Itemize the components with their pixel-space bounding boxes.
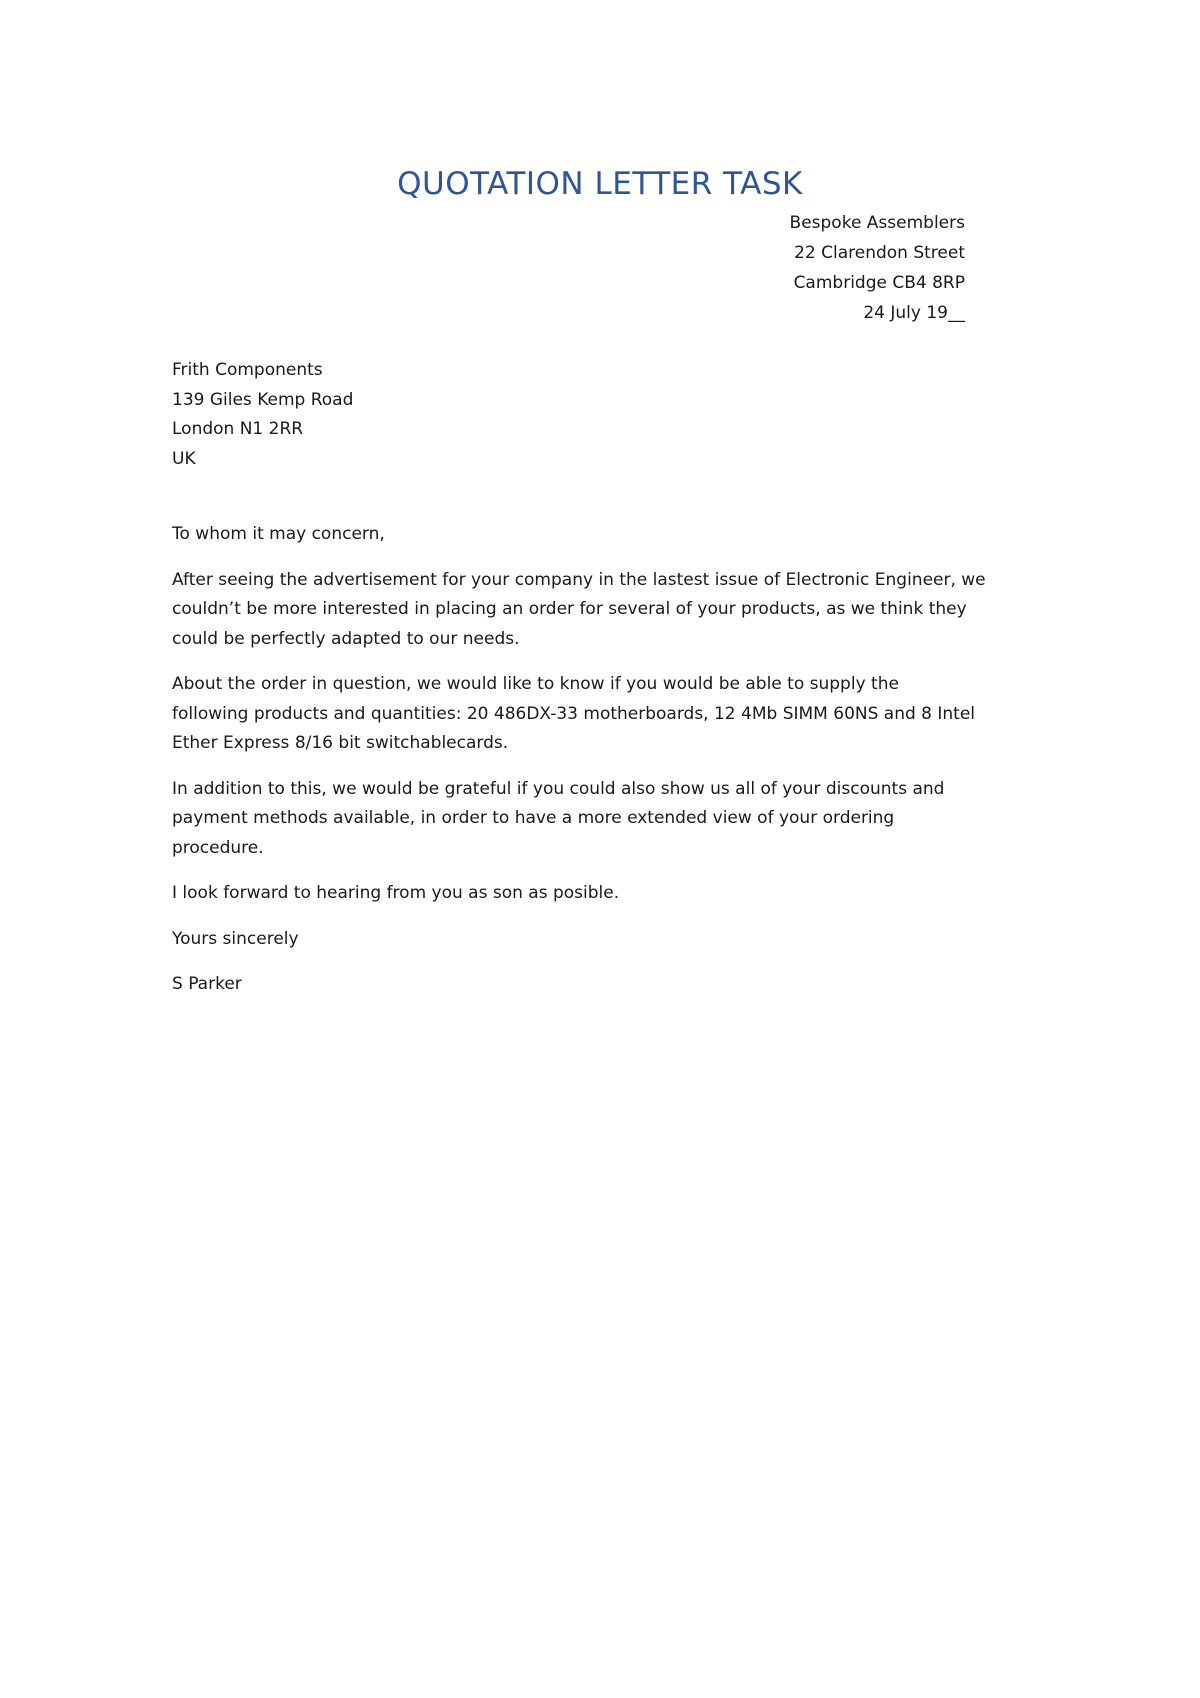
salutation: To whom it may concern, xyxy=(172,524,385,544)
paragraph-2-line: Ether Express 8/16 bit switchablecards. xyxy=(172,733,509,753)
paragraph-3-line: procedure. xyxy=(172,837,264,858)
sender-city: Cambridge CB4 8RP xyxy=(793,273,965,293)
paragraph-2-line: following products and quantities: 20 486DX-33 motherboards, 12 4Mb SIMM 60NS and 8 Intel xyxy=(172,703,976,724)
closing: Yours sincerely xyxy=(172,928,299,949)
paragraph-2 xyxy=(172,670,1042,759)
paragraph-1-line: could be perfectly adapted to our needs. xyxy=(172,628,520,649)
sender-street: 22 Clarendon Street xyxy=(794,243,965,263)
sender-address xyxy=(790,208,965,328)
letter-body xyxy=(172,520,1042,1016)
recipient-country: UK xyxy=(172,448,196,469)
recipient-address xyxy=(172,356,353,474)
paragraph-2-line: About the order in question, we would like to know if you would be able to supply the xyxy=(172,674,899,694)
sender-company: Bespoke Assemblers xyxy=(789,213,965,233)
letter-date: 24 July 19__ xyxy=(863,303,965,323)
paragraph-1-line: After seeing the advertisement for your company in the lastest issue of Electronic Engineer, we xyxy=(172,569,986,590)
signature: S Parker xyxy=(172,974,242,994)
paragraph-3-line: In addition to this, we would be grateful if you could also show us all of your discounts and xyxy=(172,778,945,799)
recipient-street: 139 Giles Kemp Road xyxy=(172,389,354,410)
recipient-company: Frith Components xyxy=(172,360,323,380)
page-title: QUOTATION LETTER TASK xyxy=(397,166,803,202)
paragraph-1-line: couldn’t be more interested in placing an order for several of your products, as we think they xyxy=(172,599,967,619)
paragraph-3 xyxy=(172,775,1042,864)
paragraph-3-line: payment methods available, in order to have a more extended view of your ordering xyxy=(172,808,895,828)
paragraph-4: I look forward to hearing from you as son as posible. xyxy=(172,883,620,903)
recipient-city: London N1 2RR xyxy=(172,419,304,439)
paragraph-1 xyxy=(172,566,1042,655)
